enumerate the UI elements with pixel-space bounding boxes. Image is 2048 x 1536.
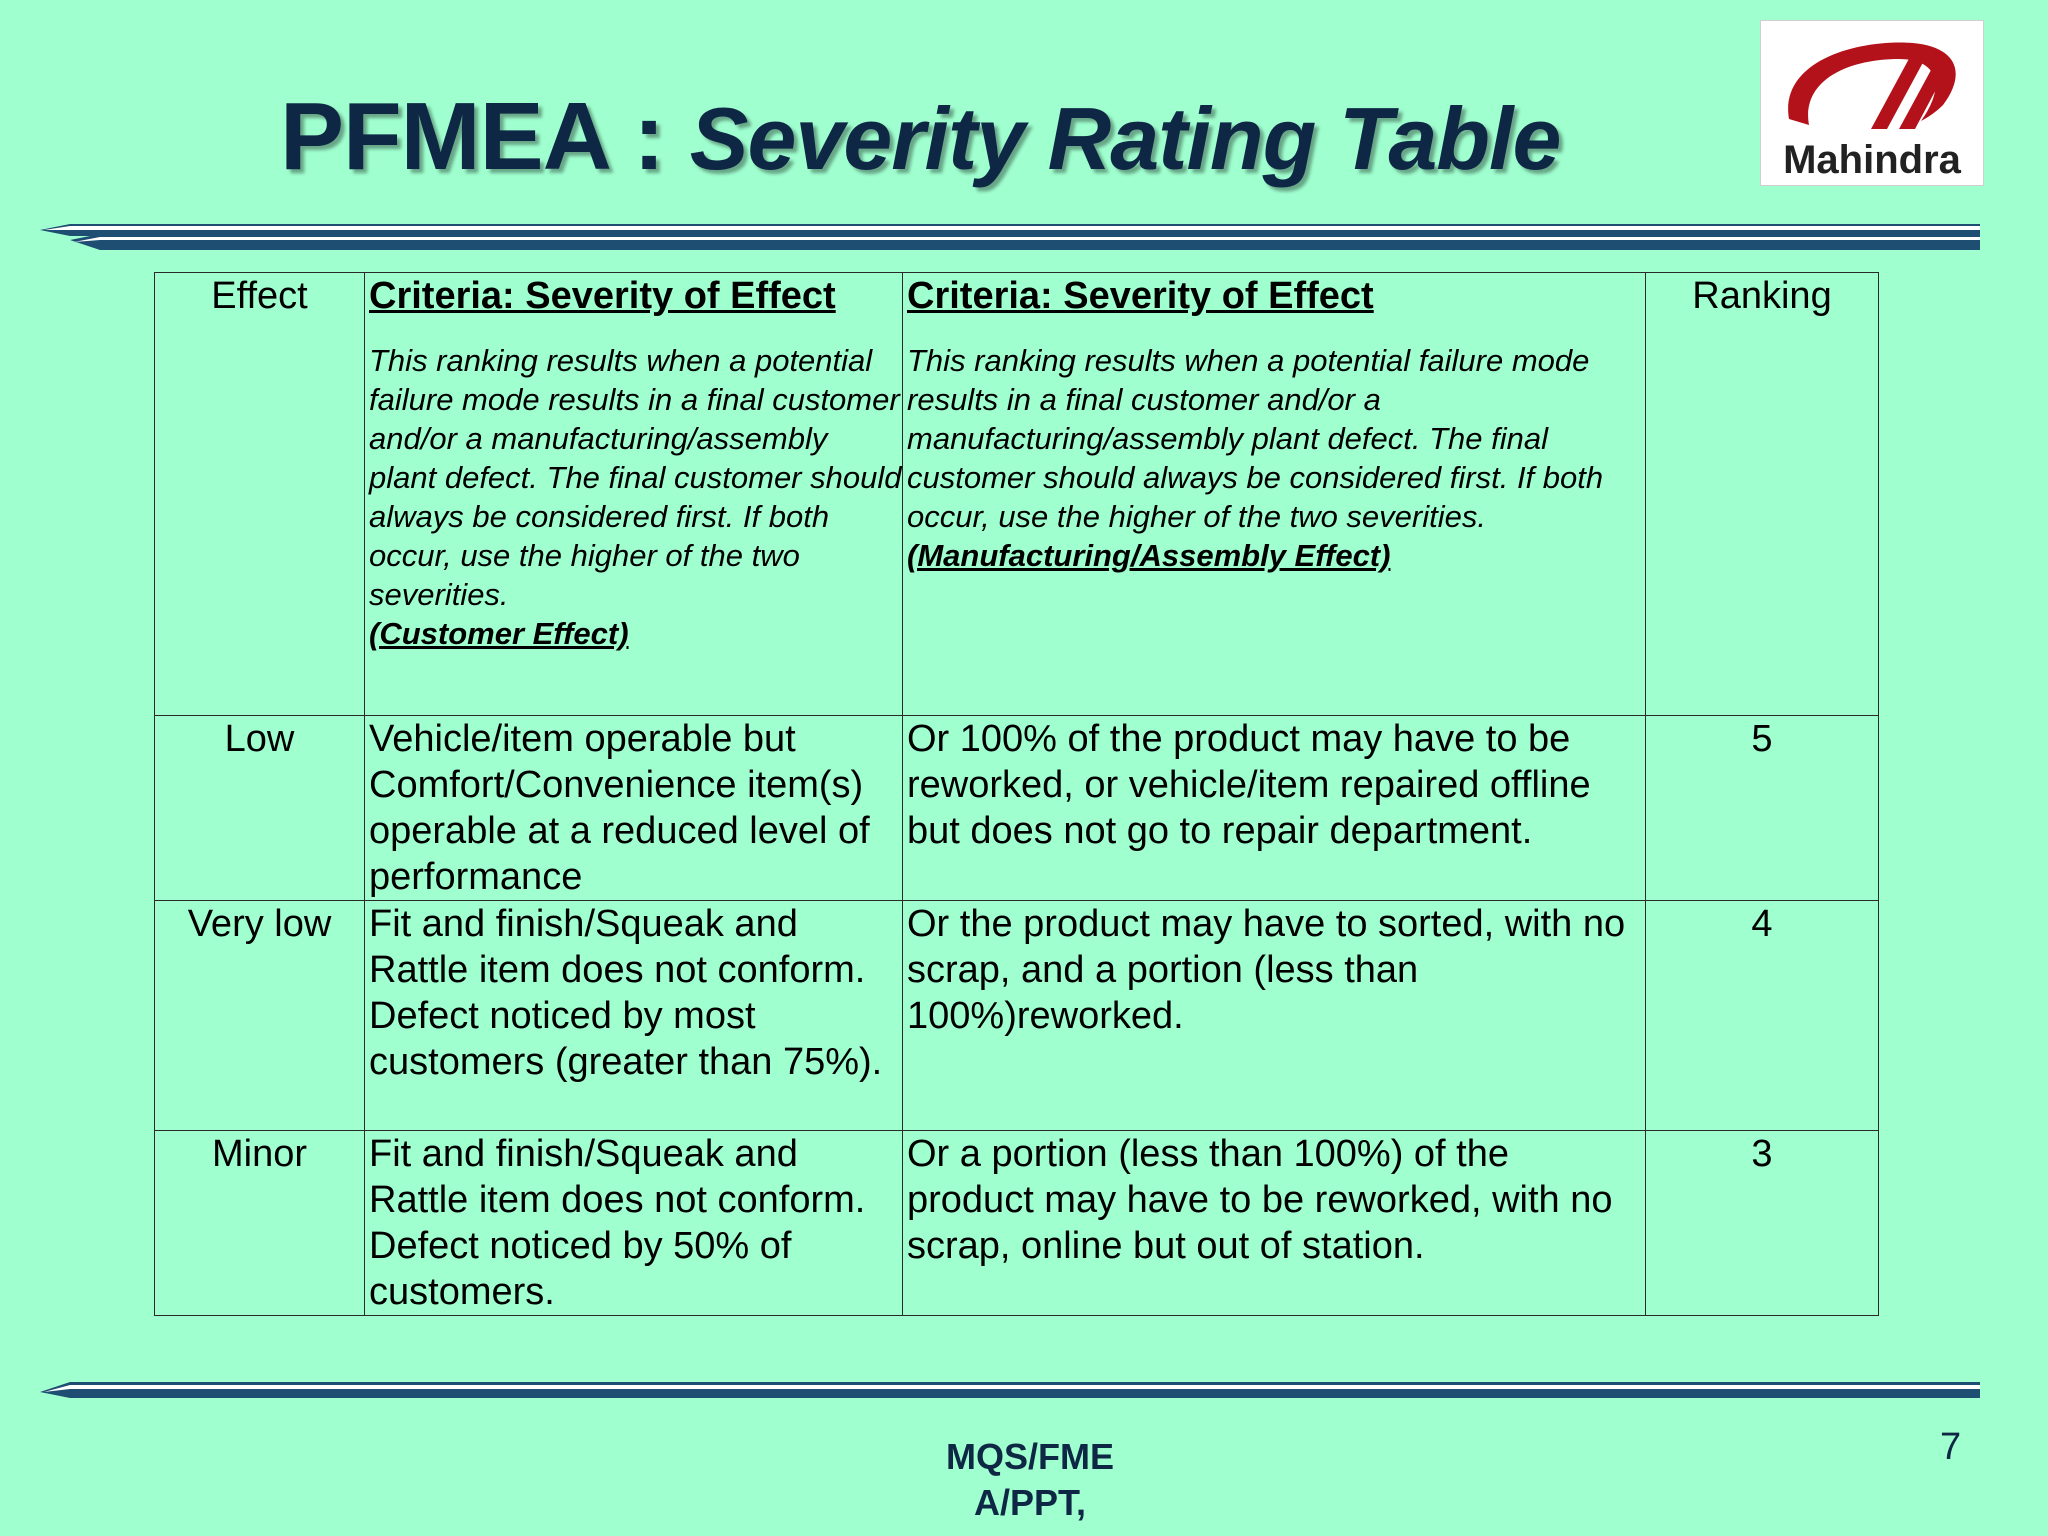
table-row [155,716,1879,901]
cell-ranking: 5 [1646,716,1879,901]
cell-effect: Very low [155,901,365,1131]
header-manufacturing-tag: (Manufacturing/Assembly Effect) [907,538,1391,573]
cell-effect: Low [155,716,365,901]
footer-line-2: A/PPT, [973,1482,1087,1523]
cell-effect: Minor [155,1131,365,1316]
table-row [155,901,1879,1131]
cell-customer-effect: Fit and finish/Squeak and Rattle item does not conform. Defect noticed by most customers (greater than 75%). [365,901,903,1131]
title-main: PFMEA : [280,83,690,190]
title-sub: Severity Rating Table [689,89,1561,188]
header-customer-criteria [365,273,903,716]
cell-manufacturing-effect: Or a portion (less than 100%) of the product may have to be reworked, with no scrap, online but out of station. [903,1131,1646,1316]
slide-title [280,82,1560,192]
header-customer-title: Criteria: Severity of Effect [369,275,836,317]
header-ranking-label: Ranking [1692,275,1832,317]
severity-rating-table [154,272,1879,1316]
cell-customer-effect: Vehicle/item operable but Comfort/Convenience item(s) operable at a reduced level of performance [365,716,903,901]
header-manufacturing-title: Criteria: Severity of Effect [907,275,1374,317]
cell-ranking: 3 [1646,1131,1879,1316]
cell-ranking: 4 [1646,901,1879,1131]
header-customer-description: This ranking results when a potential failure mode results in a final customer and/or a manufacturing/assembly plant defect. The final customer should always be considered first. If both occur, use the higher of the two severities. [369,343,902,612]
table-header-row [155,273,1879,716]
cell-customer-effect: Fit and finish/Squeak and Rattle item does not conform. Defect noticed by 50% of customers. [365,1131,903,1316]
cell-manufacturing-effect: Or the product may have to sorted, with no scrap, and a portion (less than 100%)reworked. [903,901,1646,1131]
footer-line-1: MQS/FME [946,1436,1114,1477]
bottom-divider [40,1378,1980,1402]
top-divider [40,220,1980,254]
header-manufacturing-description: This ranking results when a potential failure mode results in a final customer and/or a manufacturing/assembly plant defect. The final customer should always be considered first. If both occur, use the higher of the two severities. [907,343,1604,534]
mahindra-logo-icon [1760,20,1984,186]
logo-text: Mahindra [1783,138,1961,182]
table-row [155,1131,1879,1316]
page-number: 7 [1940,1426,1962,1468]
header-effect [155,273,365,716]
header-manufacturing-criteria [903,273,1646,716]
header-effect-label: Effect [211,275,308,317]
header-customer-tag: (Customer Effect) [369,616,629,651]
header-ranking [1646,273,1879,716]
footer-label [880,1434,1180,1526]
cell-manufacturing-effect: Or 100% of the product may have to be reworked, or vehicle/item repaired offline but does not go to repair department. [903,716,1646,901]
